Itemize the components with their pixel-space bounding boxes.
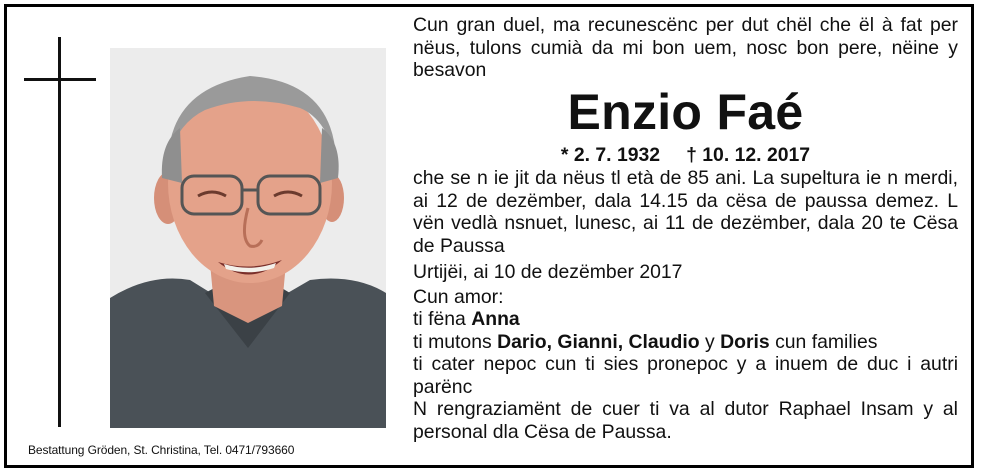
cross-icon <box>58 37 61 427</box>
wife-prefix: ti fëna <box>413 308 466 330</box>
wife-name: Anna <box>471 308 520 330</box>
birth-date: * 2. 7. 1932 <box>560 143 661 166</box>
children-and: y <box>705 330 715 353</box>
death-date: † 10. 12. 2017 <box>686 143 811 166</box>
children-suffix: cun families <box>775 330 878 353</box>
children-line <box>413 331 958 354</box>
children-prefix: ti mutons <box>413 330 492 353</box>
funeral-home-footer: Bestattung Gröden, St. Christina, Tel. 0471/793660 <box>28 443 295 457</box>
life-dates <box>413 144 958 167</box>
wife-line <box>413 308 958 331</box>
obituary-text <box>413 14 958 443</box>
funeral-details: che se n ie jit da nëus tl età de 85 ani. La supeltura ie n merdi, ai 12 de dezëmber, dala 14.15 da cësa de paussa demez. L vën vedlà nsnuet, lunesc, ai 11 de dezëmber, dala 20 te Cësa de Paussa <box>413 167 958 257</box>
child-last: Doris <box>720 330 770 353</box>
place-and-date: Urtijëi, ai 10 de dezëmber 2017 <box>413 261 683 283</box>
intro-text: Cun gran duel, ma recunescënc per dut chël che ël à fat per nëus, tulons cumià da mi bon uem, nosc bon pere, nëine y besavon <box>413 14 958 81</box>
love-line: Cun amor: <box>413 285 504 308</box>
grandchildren-line: ti cater nepoc cun ti sies pronepoc y a inuem de duc i autri parënc <box>413 353 958 398</box>
thanks-text: N rengraziamënt de cuer ti va al dutor Raphael Insam y al personal dla Cësa de Paussa. <box>413 398 958 443</box>
cross-icon-bar <box>24 78 96 81</box>
deceased-name: Enzio Faé <box>567 83 804 140</box>
portrait-photo <box>110 48 386 428</box>
children-names: Dario, Gianni, Claudio <box>497 330 700 353</box>
portrait-illustration <box>110 48 386 428</box>
